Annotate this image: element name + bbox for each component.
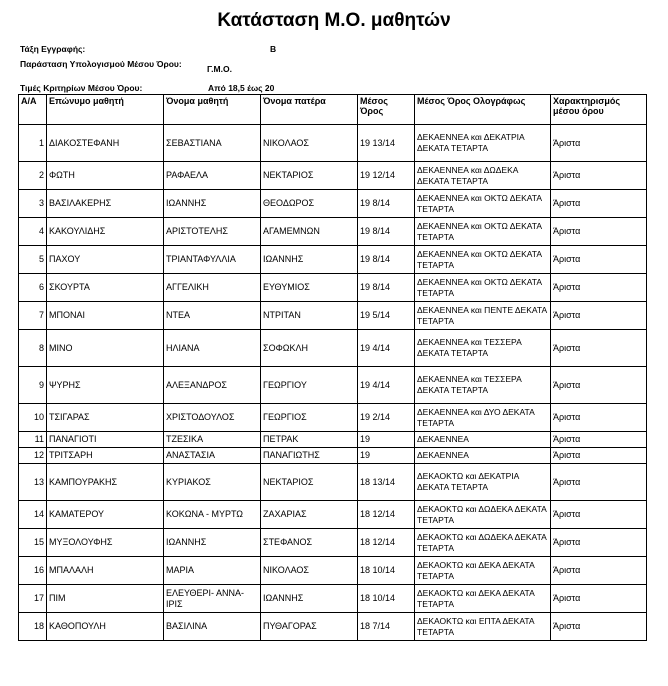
criteria-value: Από 18,5 έως 20 bbox=[208, 83, 275, 93]
cell-average-words: ΔΕΚΑΕΝΝΕΑ και ΤΕΣΣΕΡΑ ΔΕΚΑΤΑ ΤΕΤΑΡΤΑ bbox=[415, 367, 551, 404]
cell-surname: ΜΠΑΛΑΛΗ bbox=[47, 557, 164, 585]
cell-father: ΝΙΚΟΛΑΟΣ bbox=[261, 557, 358, 585]
cell-aa: 14 bbox=[19, 501, 47, 529]
col-header-father: Όνομα πατέρα bbox=[261, 95, 358, 125]
cell-average: 18 10/14 bbox=[358, 585, 415, 613]
table-header-row bbox=[19, 95, 647, 125]
cell-name: ΜΑΡΙΑ bbox=[164, 557, 261, 585]
cell-average: 18 13/14 bbox=[358, 464, 415, 501]
cell-aa: 9 bbox=[19, 367, 47, 404]
cell-father: ΙΩΑΝΝΗΣ bbox=[261, 585, 358, 613]
cell-aa: 13 bbox=[19, 464, 47, 501]
cell-surname: ΒΑΣΙΛΑΚΕΡΗΣ bbox=[47, 190, 164, 218]
cell-aa: 10 bbox=[19, 404, 47, 432]
cell-aa: 18 bbox=[19, 613, 47, 641]
cell-name: ΕΛΕΥΘΕΡΙ- ΑΝΝΑ-ΙΡΙΣ bbox=[164, 585, 261, 613]
cell-name: ΑΛΕΞΑΝΔΡΟΣ bbox=[164, 367, 261, 404]
cell-aa: 2 bbox=[19, 162, 47, 190]
cell-average-words: ΔΕΚΑΟΚΤΩ και ΕΠΤΑ ΔΕΚΑΤΑ ΤΕΤΑΡΤΑ bbox=[415, 613, 551, 641]
cell-characterization: Άριστα bbox=[551, 585, 647, 613]
cell-father: ΓΕΩΡΓΙΟΣ bbox=[261, 404, 358, 432]
students-table bbox=[18, 94, 647, 641]
table-row bbox=[19, 464, 647, 501]
calc-label: Παράσταση Υπολογισμού Μέσου Όρου: bbox=[20, 59, 182, 69]
cell-name: ΝΤΕΑ bbox=[164, 302, 261, 330]
cell-surname: ΜΠΟΝΑΙ bbox=[47, 302, 164, 330]
table-row bbox=[19, 501, 647, 529]
cell-average: 19 12/14 bbox=[358, 162, 415, 190]
table-row bbox=[19, 404, 647, 432]
cell-average-words: ΔΕΚΑΕΝΝΕΑ bbox=[415, 448, 551, 464]
cell-father: ΣΟΦΩΚΛΗ bbox=[261, 330, 358, 367]
cell-surname: ΜΙΝΟ bbox=[47, 330, 164, 367]
cell-characterization: Άριστα bbox=[551, 162, 647, 190]
cell-name: ΙΩΑΝΝΗΣ bbox=[164, 529, 261, 557]
cell-name: ΚΥΡΙΑΚΟΣ bbox=[164, 464, 261, 501]
cell-average-words: ΔΕΚΑΕΝΝΕΑ και ΟΚΤΩ ΔΕΚΑΤΑ ΤΕΤΑΡΤΑ bbox=[415, 246, 551, 274]
cell-characterization: Άριστα bbox=[551, 613, 647, 641]
table-row bbox=[19, 330, 647, 367]
cell-aa: 5 bbox=[19, 246, 47, 274]
cell-characterization: Άριστα bbox=[551, 501, 647, 529]
table-row bbox=[19, 302, 647, 330]
cell-father: ΓΕΩΡΓΙΟΥ bbox=[261, 367, 358, 404]
cell-average-words: ΔΕΚΑΟΚΤΩ και ΔΕΚΑ ΔΕΚΑΤΑ ΤΕΤΑΡΤΑ bbox=[415, 557, 551, 585]
cell-average: 18 12/14 bbox=[358, 501, 415, 529]
cell-father: ΠΕΤΡΑΚ bbox=[261, 432, 358, 448]
cell-average-words: ΔΕΚΑΟΚΤΩ και ΔΕΚΑΤΡΙΑ ΔΕΚΑΤΑ ΤΕΤΑΡΤΑ bbox=[415, 464, 551, 501]
cell-surname: ΠΙΜ bbox=[47, 585, 164, 613]
cell-average-words: ΔΕΚΑΕΝΝΕΑ και ΤΕΣΣΕΡΑ ΔΕΚΑΤΑ ΤΕΤΑΡΤΑ bbox=[415, 330, 551, 367]
calc-value: Γ.Μ.Ο. bbox=[207, 64, 232, 74]
table-row bbox=[19, 218, 647, 246]
cell-characterization: Άριστα bbox=[551, 246, 647, 274]
cell-surname: ΤΣΙΓΑΡΑΣ bbox=[47, 404, 164, 432]
table-row bbox=[19, 585, 647, 613]
cell-father: ΑΓΑΜΕΜΝΩΝ bbox=[261, 218, 358, 246]
cell-father: ΙΩΑΝΝΗΣ bbox=[261, 246, 358, 274]
cell-name: ΤΖΕΣΙΚΑ bbox=[164, 432, 261, 448]
cell-surname: ΦΩΤΗ bbox=[47, 162, 164, 190]
cell-surname: ΤΡΙΤΣΑΡΗ bbox=[47, 448, 164, 464]
cell-average-words: ΔΕΚΑΕΝΝΕΑ και ΔΩΔΕΚΑ ΔΕΚΑΤΑ ΤΕΤΑΡΤΑ bbox=[415, 162, 551, 190]
cell-average-words: ΔΕΚΑΕΝΝΕΑ και ΟΚΤΩ ΔΕΚΑΤΑ ΤΕΤΑΡΤΑ bbox=[415, 274, 551, 302]
cell-father: ΝΙΚΟΛΑΟΣ bbox=[261, 125, 358, 162]
cell-average: 19 13/14 bbox=[358, 125, 415, 162]
cell-father: ΝΕΚΤΑΡΙΟΣ bbox=[261, 464, 358, 501]
table-row bbox=[19, 246, 647, 274]
cell-average: 19 4/14 bbox=[358, 330, 415, 367]
table-row bbox=[19, 557, 647, 585]
cell-surname: ΠΑΝΑΓΙΟΤΙ bbox=[47, 432, 164, 448]
cell-aa: 15 bbox=[19, 529, 47, 557]
cell-aa: 4 bbox=[19, 218, 47, 246]
cell-father: ΣΤΕΦΑΝΟΣ bbox=[261, 529, 358, 557]
table-row bbox=[19, 125, 647, 162]
cell-characterization: Άριστα bbox=[551, 448, 647, 464]
cell-average: 19 bbox=[358, 448, 415, 464]
cell-characterization: Άριστα bbox=[551, 557, 647, 585]
col-header-average-words: Μέσος Όρος Ολογράφως bbox=[415, 95, 551, 125]
cell-surname: ΨΥΡΗΣ bbox=[47, 367, 164, 404]
cell-characterization: Άριστα bbox=[551, 404, 647, 432]
page-title: Κατάσταση Μ.Ο. μαθητών bbox=[217, 10, 451, 31]
cell-aa: 17 bbox=[19, 585, 47, 613]
table-row bbox=[19, 613, 647, 641]
cell-characterization: Άριστα bbox=[551, 302, 647, 330]
cell-name: ΙΩΑΝΝΗΣ bbox=[164, 190, 261, 218]
cell-average: 18 7/14 bbox=[358, 613, 415, 641]
table-row bbox=[19, 529, 647, 557]
cell-aa: 1 bbox=[19, 125, 47, 162]
cell-name: ΑΝΑΣΤΑΣΙΑ bbox=[164, 448, 261, 464]
table-row bbox=[19, 190, 647, 218]
cell-aa: 12 bbox=[19, 448, 47, 464]
cell-average: 19 4/14 bbox=[358, 367, 415, 404]
col-header-average: Μέσος Όρος bbox=[358, 95, 415, 125]
cell-average: 18 12/14 bbox=[358, 529, 415, 557]
cell-characterization: Άριστα bbox=[551, 190, 647, 218]
cell-surname: ΚΑΜΑΤΕΡΟΥ bbox=[47, 501, 164, 529]
cell-characterization: Άριστα bbox=[551, 218, 647, 246]
cell-name: ΣΕΒΑΣΤΙΑΝΑ bbox=[164, 125, 261, 162]
cell-average-words: ΔΕΚΑΟΚΤΩ και ΔΩΔΕΚΑ ΔΕΚΑΤΑ ΤΕΤΑΡΤΑ bbox=[415, 529, 551, 557]
table-row bbox=[19, 274, 647, 302]
table-row bbox=[19, 432, 647, 448]
table-row bbox=[19, 448, 647, 464]
cell-name: ΧΡΙΣΤΟΔΟΥΛΟΣ bbox=[164, 404, 261, 432]
cell-characterization: Άριστα bbox=[551, 274, 647, 302]
cell-aa: 16 bbox=[19, 557, 47, 585]
cell-average: 18 10/14 bbox=[358, 557, 415, 585]
cell-surname: ΣΚΟΥΡΤΑ bbox=[47, 274, 164, 302]
cell-name: ΑΡΙΣΤΟΤΕΛΗΣ bbox=[164, 218, 261, 246]
cell-average-words: ΔΕΚΑΟΚΤΩ και ΔΩΔΕΚΑ ΔΕΚΑΤΑ ΤΕΤΑΡΤΑ bbox=[415, 501, 551, 529]
cell-name: ΒΑΣΙΛΙΝΑ bbox=[164, 613, 261, 641]
cell-average: 19 bbox=[358, 432, 415, 448]
table-row bbox=[19, 367, 647, 404]
cell-average: 19 8/14 bbox=[358, 190, 415, 218]
cell-father: ΕΥΘΥΜΙΟΣ bbox=[261, 274, 358, 302]
col-header-characterization: Χαρακτηρισμός μέσου όρου bbox=[551, 95, 647, 125]
criteria-label: Τιμές Κριτηρίων Μέσου Όρου: bbox=[20, 83, 143, 93]
cell-average-words: ΔΕΚΑΕΝΝΕΑ και ΟΚΤΩ ΔΕΚΑΤΑ ΤΕΤΑΡΤΑ bbox=[415, 218, 551, 246]
cell-characterization: Άριστα bbox=[551, 367, 647, 404]
cell-average: 19 8/14 bbox=[358, 246, 415, 274]
cell-surname: ΠΑΧΟΥ bbox=[47, 246, 164, 274]
cell-father: ΝΤΡΙΤΑΝ bbox=[261, 302, 358, 330]
cell-name: ΤΡΙΑΝΤΑΦΥΛΛΙΑ bbox=[164, 246, 261, 274]
cell-average-words: ΔΕΚΑΕΝΝΕΑ bbox=[415, 432, 551, 448]
cell-characterization: Άριστα bbox=[551, 432, 647, 448]
cell-name: ΑΓΓΕΛΙΚΗ bbox=[164, 274, 261, 302]
cell-average-words: ΔΕΚΑΕΝΝΕΑ και ΟΚΤΩ ΔΕΚΑΤΑ ΤΕΤΑΡΤΑ bbox=[415, 190, 551, 218]
table-row bbox=[19, 162, 647, 190]
cell-characterization: Άριστα bbox=[551, 464, 647, 501]
col-header-name: Όνομα μαθητή bbox=[164, 95, 261, 125]
cell-father: ΠΥΘΑΓΟΡΑΣ bbox=[261, 613, 358, 641]
cell-name: ΚΟΚΩΝΑ - ΜΥΡΤΩ bbox=[164, 501, 261, 529]
cell-average: 19 8/14 bbox=[358, 274, 415, 302]
cell-average-words: ΔΕΚΑΕΝΝΕΑ και ΠΕΝΤΕ ΔΕΚΑΤΑ ΤΕΤΑΡΤΑ bbox=[415, 302, 551, 330]
cell-name: ΡΑΦΑΕΛΑ bbox=[164, 162, 261, 190]
cell-father: ΘΕΟΔΩΡΟΣ bbox=[261, 190, 358, 218]
grade-value: Β bbox=[270, 44, 277, 54]
cell-characterization: Άριστα bbox=[551, 125, 647, 162]
cell-average: 19 5/14 bbox=[358, 302, 415, 330]
cell-name: ΗΛΙΑΝΑ bbox=[164, 330, 261, 367]
cell-aa: 8 bbox=[19, 330, 47, 367]
cell-surname: ΚΑΜΠΟΥΡΑΚΗΣ bbox=[47, 464, 164, 501]
cell-father: ΝΕΚΤΑΡΙΟΣ bbox=[261, 162, 358, 190]
grade-label: Τάξη Εγγραφής: bbox=[20, 44, 86, 54]
cell-surname: ΔΙΑΚΟΣΤΕΦΑΝΗ bbox=[47, 125, 164, 162]
cell-average-words: ΔΕΚΑΕΝΝΕΑ και ΔΥΟ ΔΕΚΑΤΑ ΤΕΤΑΡΤΑ bbox=[415, 404, 551, 432]
cell-average-words: ΔΕΚΑΕΝΝΕΑ και ΔΕΚΑΤΡΙΑ ΔΕΚΑΤΑ ΤΕΤΑΡΤΑ bbox=[415, 125, 551, 162]
col-header-aa: Α/Α bbox=[19, 95, 47, 125]
cell-aa: 7 bbox=[19, 302, 47, 330]
cell-average-words: ΔΕΚΑΟΚΤΩ και ΔΕΚΑ ΔΕΚΑΤΑ ΤΕΤΑΡΤΑ bbox=[415, 585, 551, 613]
cell-father: ΠΑΝΑΓΙΩΤΗΣ bbox=[261, 448, 358, 464]
col-header-surname: Επώνυμο μαθητή bbox=[47, 95, 164, 125]
cell-aa: 3 bbox=[19, 190, 47, 218]
cell-surname: ΜΥΞΟΛΟΥΦΗΣ bbox=[47, 529, 164, 557]
cell-characterization: Άριστα bbox=[551, 529, 647, 557]
cell-father: ΖΑΧΑΡΙΑΣ bbox=[261, 501, 358, 529]
cell-surname: ΚΑΚΟΥΛΙΔΗΣ bbox=[47, 218, 164, 246]
cell-aa: 6 bbox=[19, 274, 47, 302]
cell-aa: 11 bbox=[19, 432, 47, 448]
cell-surname: ΚΑΘΟΠΟΥΛΗ bbox=[47, 613, 164, 641]
cell-characterization: Άριστα bbox=[551, 330, 647, 367]
cell-average: 19 8/14 bbox=[358, 218, 415, 246]
cell-average: 19 2/14 bbox=[358, 404, 415, 432]
